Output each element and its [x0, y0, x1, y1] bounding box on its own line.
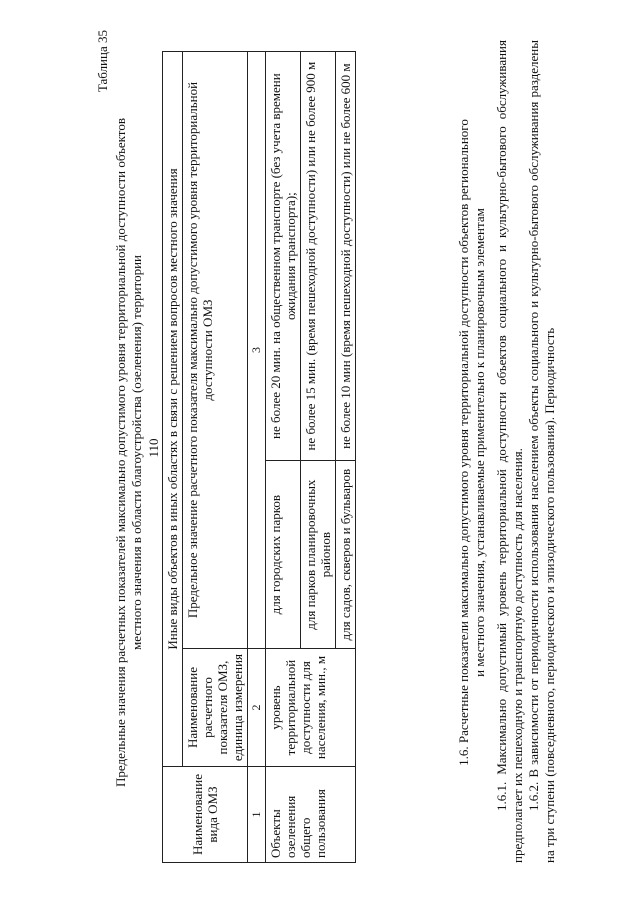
object-type-cell: Объекты озеленения общего пользования	[266, 767, 356, 863]
caption-line: местного значения в области благоустройства (озеленения) территории	[129, 255, 144, 650]
row-value: не более 20 мин. на общественном транспорте (без учета времени ожидания транспорта);	[266, 52, 301, 461]
paragraph-text: 1.6.1. Максимально допустимый уровень территориальной доступности объектов социального и культурно-бытового обслуживания предполагает их пешеходную и транспортную доступность для населения.	[494, 40, 525, 863]
column-number: 2	[248, 649, 266, 767]
row-label: для парков планировочных районов	[301, 461, 336, 649]
indicator-cell: уровень территориальной доступности для населения, мин., м	[266, 649, 356, 767]
header-omz-type: Наименование вида ОМЗ	[163, 767, 248, 863]
table-number: Таблица 35	[95, 30, 110, 93]
section-title-line: 1.6. Расчетные показатели максимально допустимого уровня территориальной доступности объектов регионального	[456, 119, 471, 766]
paragraph	[526, 40, 558, 863]
row-label: для садов, скверов и бульваров	[336, 461, 356, 649]
header-limit-value: Предельное значение расчетного показателя максимально допустимого уровня территориальной доступности ОМЗ	[183, 52, 248, 649]
paragraph	[494, 40, 526, 863]
table-header-row	[183, 52, 248, 863]
paragraph-text: 1.6.2. В зависимости от периодичности использования населением объекты социального и культурно-бытового обслуживания разделены на три ступени (повседневного, периодического и эпизодического пользования). Периодичность	[526, 40, 557, 863]
caption-line: Предельные значения расчетных показателей максимально допустимого уровня территориальной доступности объектов	[113, 118, 128, 787]
standards-table	[162, 51, 356, 863]
column-number: 3	[248, 52, 266, 649]
table-caption	[113, 40, 145, 865]
table-header-row	[163, 52, 183, 863]
row-value: не более 15 мин. (время пешеходной доступности) или не более 900 м	[301, 52, 336, 461]
section-title-line: и местного значения, устанавливаемые применительно к планировочным элементам	[472, 208, 487, 677]
table-row	[266, 52, 301, 863]
column-number: 1	[248, 767, 266, 863]
row-value: не более 10 мин (время пешеходной доступности) или не более 600 м	[336, 52, 356, 461]
page-number: 110	[146, 438, 161, 458]
column-number-row	[248, 52, 266, 863]
section-title	[456, 40, 488, 845]
row-label: для городских парков	[266, 461, 301, 649]
header-group: Иные виды объектов в иных областях в связи с решением вопросов местного значения	[163, 52, 183, 767]
header-indicator-name: Наименование расчетного показателя ОМЗ, единица измерения	[183, 649, 248, 767]
